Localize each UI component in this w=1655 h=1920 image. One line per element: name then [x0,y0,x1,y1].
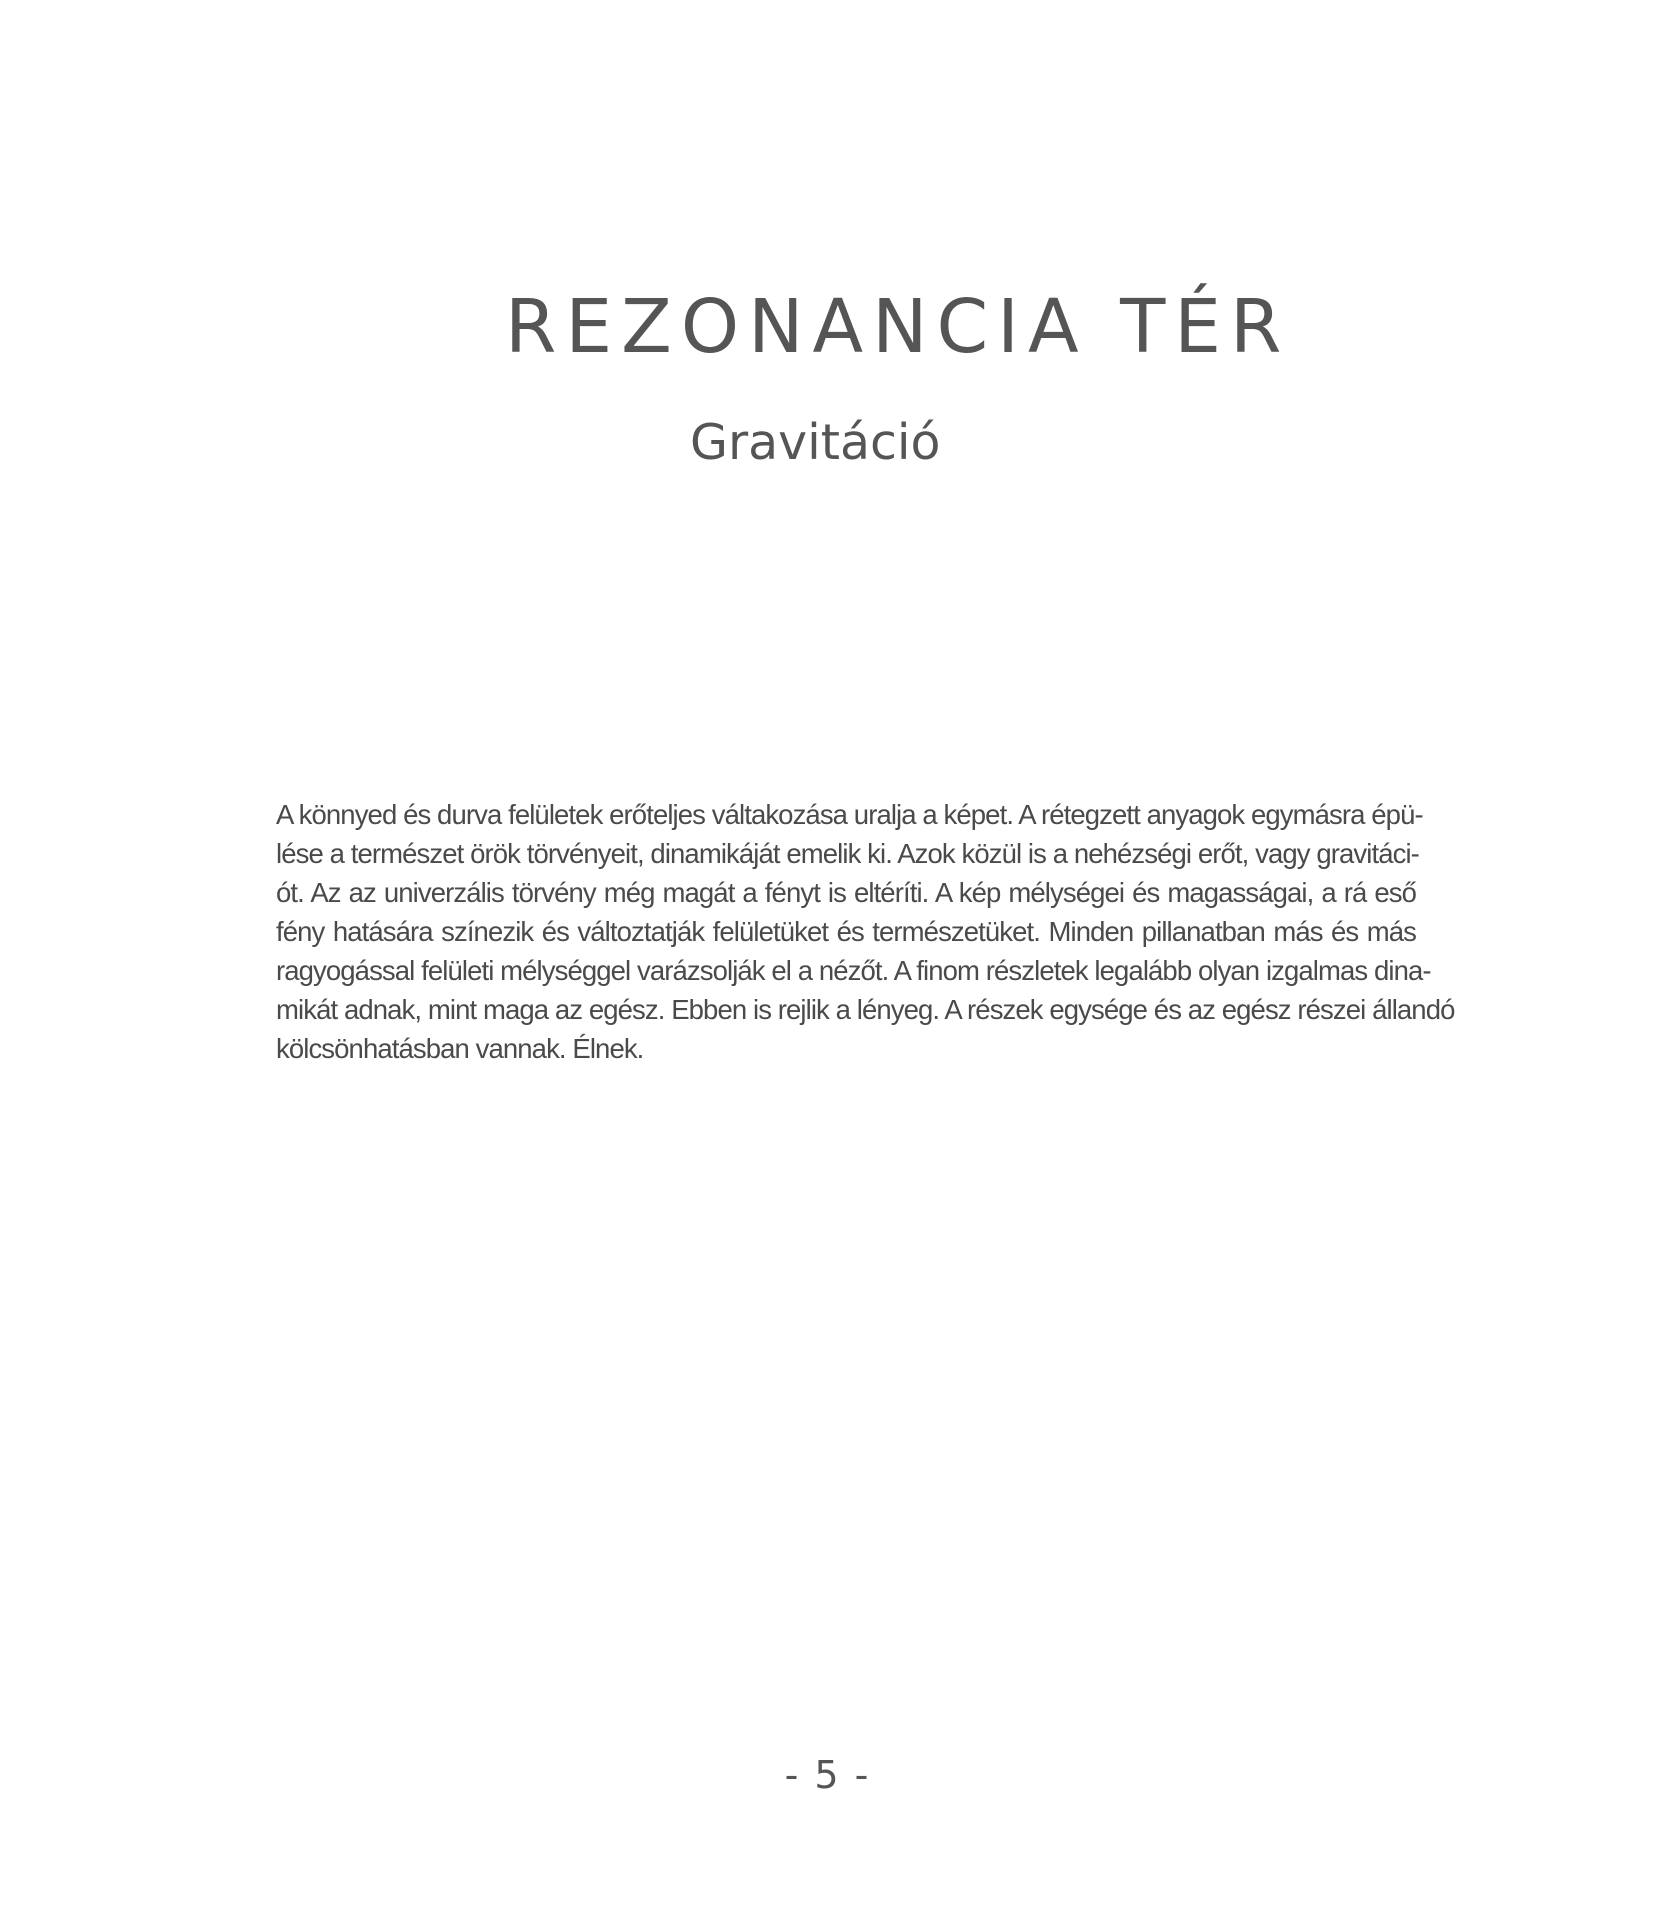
body-line: ót. Az az univerzális törvény még magát a fényt is eltéríti. A kép mélységei és magasságai, a rá eső [276,877,1416,908]
page-subtitle: Gravitáció [690,414,941,471]
body-line: lése a természet örök törvényeit, dinamikáját emelik ki. Azok közül is a nehézségi erőt, vagy gravitáci- [276,838,1419,869]
body-paragraph [276,795,1455,1068]
page-title: REZONANCIA TÉR [505,284,1291,370]
body-line: mikát adnak, mint maga az egész. Ebben is rejlik a lényeg. A részek egysége és az egész részei állandó [276,994,1455,1025]
body-line: fény hatására színezik és változtatják felületüket és természetüket. Minden pillanatban más és más [276,916,1416,947]
page-number: - 5 - [784,1753,871,1797]
body-line: kölcsönhatásban vannak. Élnek. [276,1033,644,1064]
body-line: A könnyed és durva felületek erőteljes váltakozása uralja a képet. A rétegzett anyagok egymásra épü- [276,799,1423,830]
body-line: ragyogással felületi mélységgel varázsolják el a nézőt. A finom részletek legalább olyan izgalmas dina- [276,955,1431,986]
